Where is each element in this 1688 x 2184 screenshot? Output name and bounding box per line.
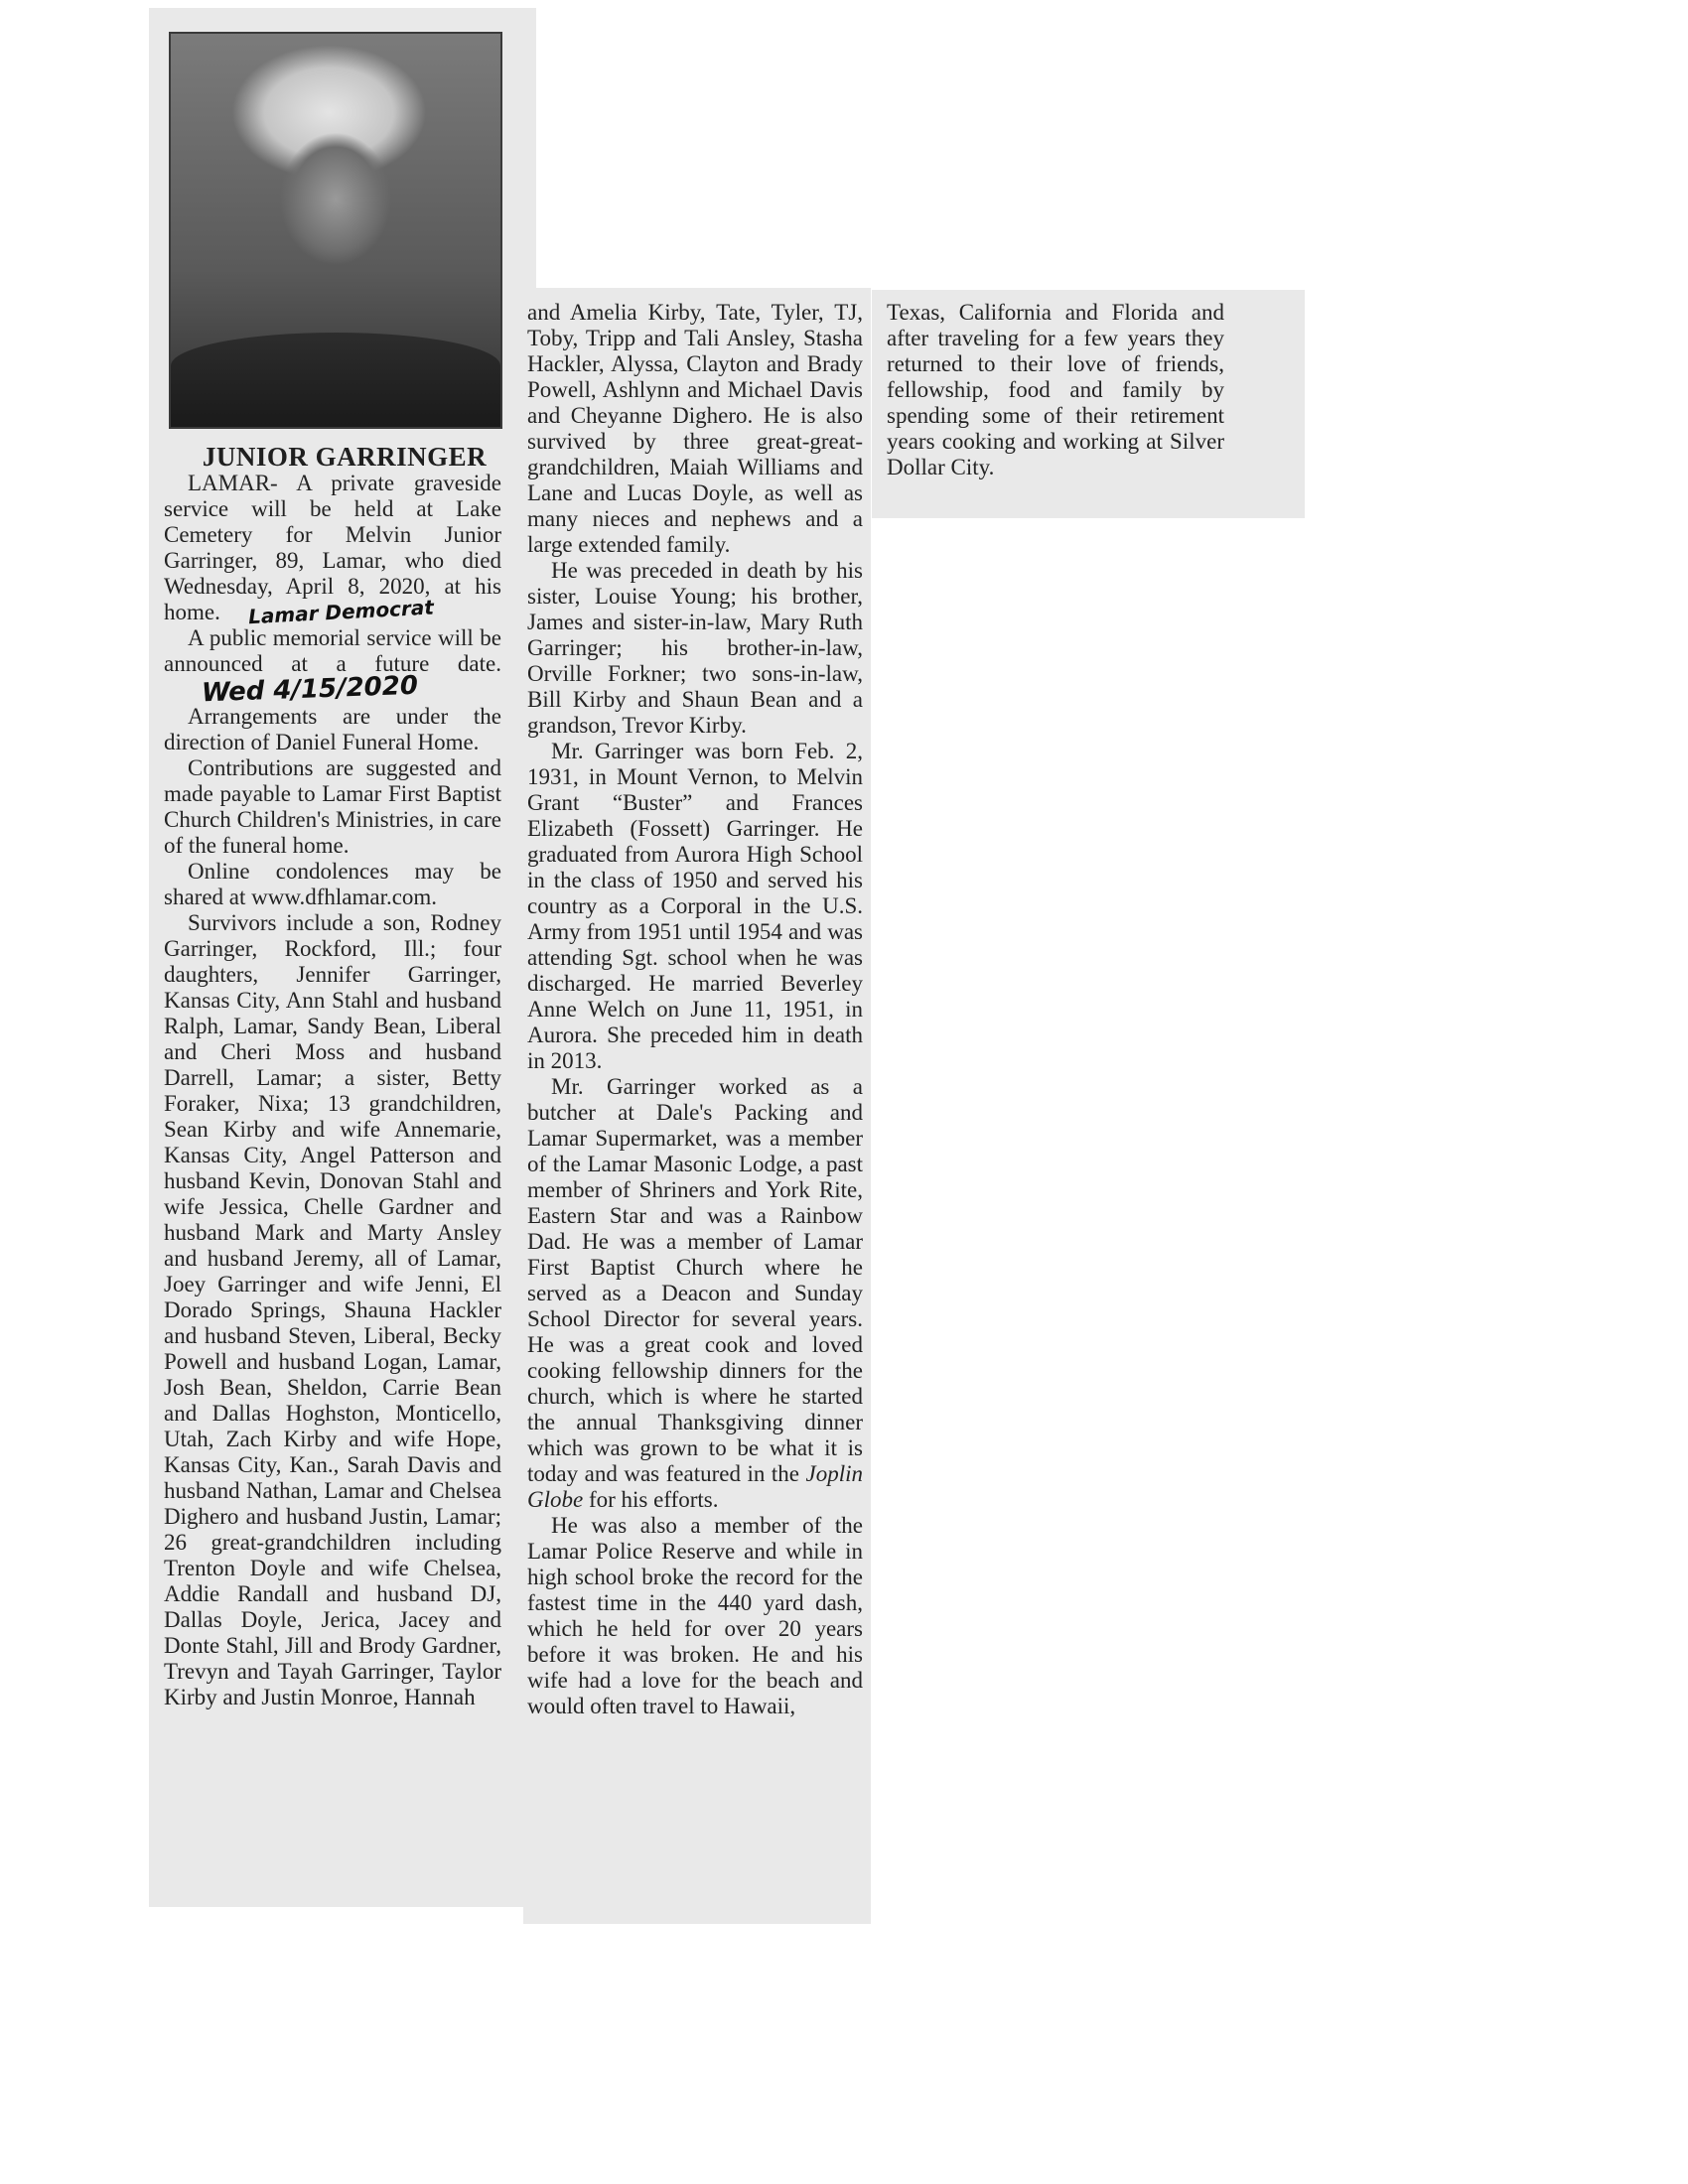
paragraph: LAMAR- A private graveside service will be held at Lake Cemetery for Melvin Junior Garringer, 89, Lamar, who died Wednesday, April 8, 2020, at his home. Lamar Democrat xyxy=(164,471,501,625)
paragraph: Survivors include a son, Rodney Garringer, Rockford, Ill.; four daughters, Jennifer Garringer, Kansas City, Ann Stahl and husband Ralph, Lamar, Sandy Bean, Liberal and Cheri Moss and husband Darrell, Lamar; a sister, Betty Foraker, Nixa; 13 grandchildren, Sean Kirby and wife Annemarie, Kansas City, Angel Patterson and husband Kevin, Donovan Stahl and wife Jessica, Chelle Gardner and husband Mark and Marty Ansley and husband Jeremy, all of Lamar, Joey Garringer and wife Jenni, El Dorado Springs, Shauna Hackler and husband Steven, Liberal, Becky Powell and husband Logan, Lamar, Josh Bean, Sheldon, Carrie Bean and Dallas Hoghston, Monticello, Utah, Zach Kirby and wife Hope, Kansas City, Kan., Sarah Davis and husband Nathan, Lamar and Chelsea Dighero and husband Justin, Lamar; 26 great-grandchildren including Trenton Doyle and wife Chelsea, Addie Randall and husband DJ, Dallas Doyle, Jerica, Jacey and Donte Stahl, Jill and Brody Gardner, Trevyn and Tayah Garringer, Taylor Kirby and Justin Monroe, Hannah xyxy=(164,910,501,1709)
column-1 xyxy=(164,471,501,1710)
handwritten-note-date: Wed 4/15/2020 xyxy=(201,670,419,709)
paragraph: He was also a member of the Lamar Police Reserve and while in high school broke the record for the fastest time in the 440 yard dash, which he held for over 20 years before it was broken. He and his wife had a love for the beach and would often travel to Hawaii, xyxy=(527,1513,863,1718)
portrait-shirt xyxy=(171,333,500,427)
handwritten-note-paper: Lamar Democrat xyxy=(247,595,435,629)
paragraph: Online condolences may be shared at www.dfhlamar.com. xyxy=(164,859,501,909)
column-2 xyxy=(527,300,863,1719)
paragraph: A public memorial service will be announced at a future date.Wed 4/15/2020 xyxy=(164,625,501,709)
paragraph: Mr. Garringer worked as a butcher at Dale's Packing and Lamar Supermarket, was a member of the Lamar Masonic Lodge, a past member of Shriners and York Rite, Eastern Star and was a Rainbow Dad. He was a member of Lamar First Baptist Church where he served as a Deacon and Sunday School Director for several years. He was a great cook and loved cooking fellowship dinners for the church, which is where he started the annual Thanksgiving dinner which was grown to be what it is today and was featured in the Joplin Globe for his efforts. xyxy=(527,1074,863,1512)
paragraph: Contributions are suggested and made payable to Lamar First Baptist Church Children's Ministries, in care of the funeral home. xyxy=(164,755,501,858)
obituary-heading: JUNIOR GARRINGER xyxy=(202,442,488,472)
paragraph: Texas, California and Florida and after traveling for a few years they returned to their love of friends, fellowship, food and family by spending some of their retirement years cooking and working at Silver Dollar City. xyxy=(887,300,1224,479)
paragraph: Mr. Garringer was born Feb. 2, 1931, in Mount Vernon, to Melvin Grant “Buster” and Frances Elizabeth (Fossett) Garringer. He graduated from Aurora High School in the class of 1950 and served his country as a Corporal in the U.S. Army from 1951 until 1954 and was attending Sgt. school when he was discharged. He married Beverley Anne Welch on June 11, 1951, in Aurora. She preceded him in death in 2013. xyxy=(527,739,863,1073)
paragraph: He was preceded in death by his sister, Louise Young; his brother, James and sister-in-law, Mary Ruth Garringer; his brother-in-law, Orville Forkner; two sons-in-law, Bill Kirby and Shaun Bean and a grandson, Trevor Kirby. xyxy=(527,558,863,738)
newspaper-name: Joplin Globe xyxy=(527,1461,863,1512)
paragraph: and Amelia Kirby, Tate, Tyler, TJ, Toby, Tripp and Tali Ansley, Stasha Hackler, Alyssa, Clayton and Brady Powell, Ashlynn and Michael Davis and Cheyanne Dighero. He is also survived by three great-great-grandchildren, Maiah Williams and Lane and Lucas Doyle, as well as many nieces and nephews and a large extended family. xyxy=(527,300,863,557)
paragraph: Arrangements are under the direction of Daniel Funeral Home. xyxy=(164,704,501,754)
portrait-photo xyxy=(169,32,502,429)
column-3 xyxy=(887,300,1224,480)
